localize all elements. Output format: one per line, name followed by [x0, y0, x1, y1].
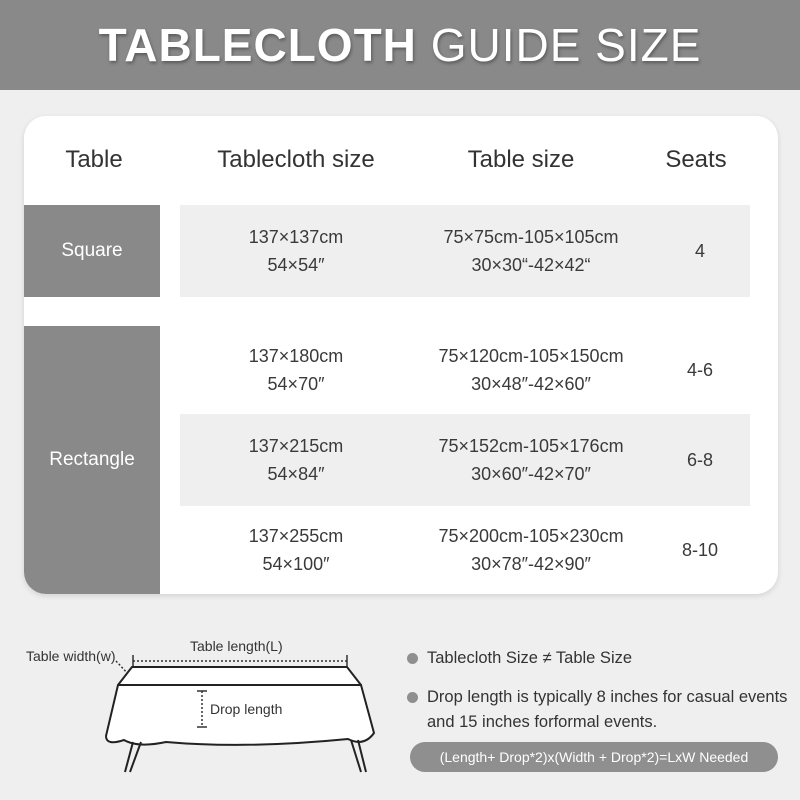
category-rectangle: Rectangle [24, 326, 160, 594]
table-size-in: 30×78″-42×90″ [471, 554, 591, 574]
tablecloth-size-cell [180, 506, 412, 594]
table-size-cell [406, 506, 656, 594]
page-title-rest: GUIDE SIZE [430, 19, 702, 71]
tablecloth-size-in: 54×84″ [267, 464, 325, 484]
seats-cell: 8-10 [681, 540, 719, 560]
category-square: Square [24, 205, 160, 297]
note-text: Tablecloth Size ≠ Table Size [427, 649, 633, 667]
tablecloth-size-cm: 137×215cm [248, 436, 344, 456]
page-title-bold: TABLECLOTH [98, 19, 417, 71]
title-banner [0, 0, 800, 90]
tablecloth-size-cell [180, 414, 412, 506]
table-size-cm: 75×200cm-105×230cm [438, 526, 624, 546]
table-size-cm: 75×75cm-105×105cm [443, 227, 619, 247]
table-size-cell [406, 205, 656, 297]
formula-badge: (Length+ Drop*2)x(Width + Drop*2)=LxW Needed [410, 742, 778, 772]
tablecloth-size-cm: 137×255cm [248, 526, 344, 546]
table-row [180, 326, 750, 414]
table-size-cell [406, 326, 656, 414]
tablecloth-size-cell [180, 205, 412, 297]
table-size-cell [406, 414, 656, 506]
tablecloth-size-cm: 137×137cm [248, 227, 344, 247]
table-size-cm: 75×120cm-105×150cm [438, 346, 624, 366]
table-size-in: 30×30“-42×42“ [471, 255, 591, 275]
tablecloth-size-in: 54×70″ [267, 374, 325, 394]
drop-length-label: Drop length [210, 701, 283, 717]
table-length-label: Table length(L) [190, 638, 283, 654]
note-item [407, 685, 792, 735]
tablecloth-size-cell [180, 326, 412, 414]
table-row [180, 506, 750, 594]
bullet-dot-icon [407, 692, 418, 703]
tablecloth-size-in: 54×100″ [262, 554, 330, 574]
header-table-size: Table size [467, 146, 575, 173]
table-width-label: Table width(w) [26, 648, 116, 664]
page-title [0, 0, 800, 90]
size-table-card [24, 116, 778, 594]
table-size-in: 30×48″-42×60″ [471, 374, 591, 394]
bullet-dot-icon [407, 653, 418, 664]
tablecloth-size-in: 54×54″ [267, 255, 325, 275]
tablecloth-size-cm: 137×180cm [248, 346, 344, 366]
header-table: Table [65, 146, 123, 173]
table-size-cm: 75×152cm-105×176cm [438, 436, 624, 456]
seats-cell: 4-6 [686, 360, 713, 380]
header-tablecloth-size: Tablecloth size [217, 146, 375, 173]
table-row [180, 205, 750, 297]
header-seats: Seats [665, 146, 727, 173]
tablecloth-diagram [20, 630, 390, 790]
note-text: Drop length is typically 8 inches for casual events and 15 inches forformal events. [427, 688, 788, 731]
table-size-in: 30×60″-42×70″ [471, 464, 591, 484]
note-item [407, 646, 787, 671]
seats-cell: 4 [694, 241, 705, 261]
seats-cell: 6-8 [686, 450, 713, 470]
table-row [180, 414, 750, 506]
